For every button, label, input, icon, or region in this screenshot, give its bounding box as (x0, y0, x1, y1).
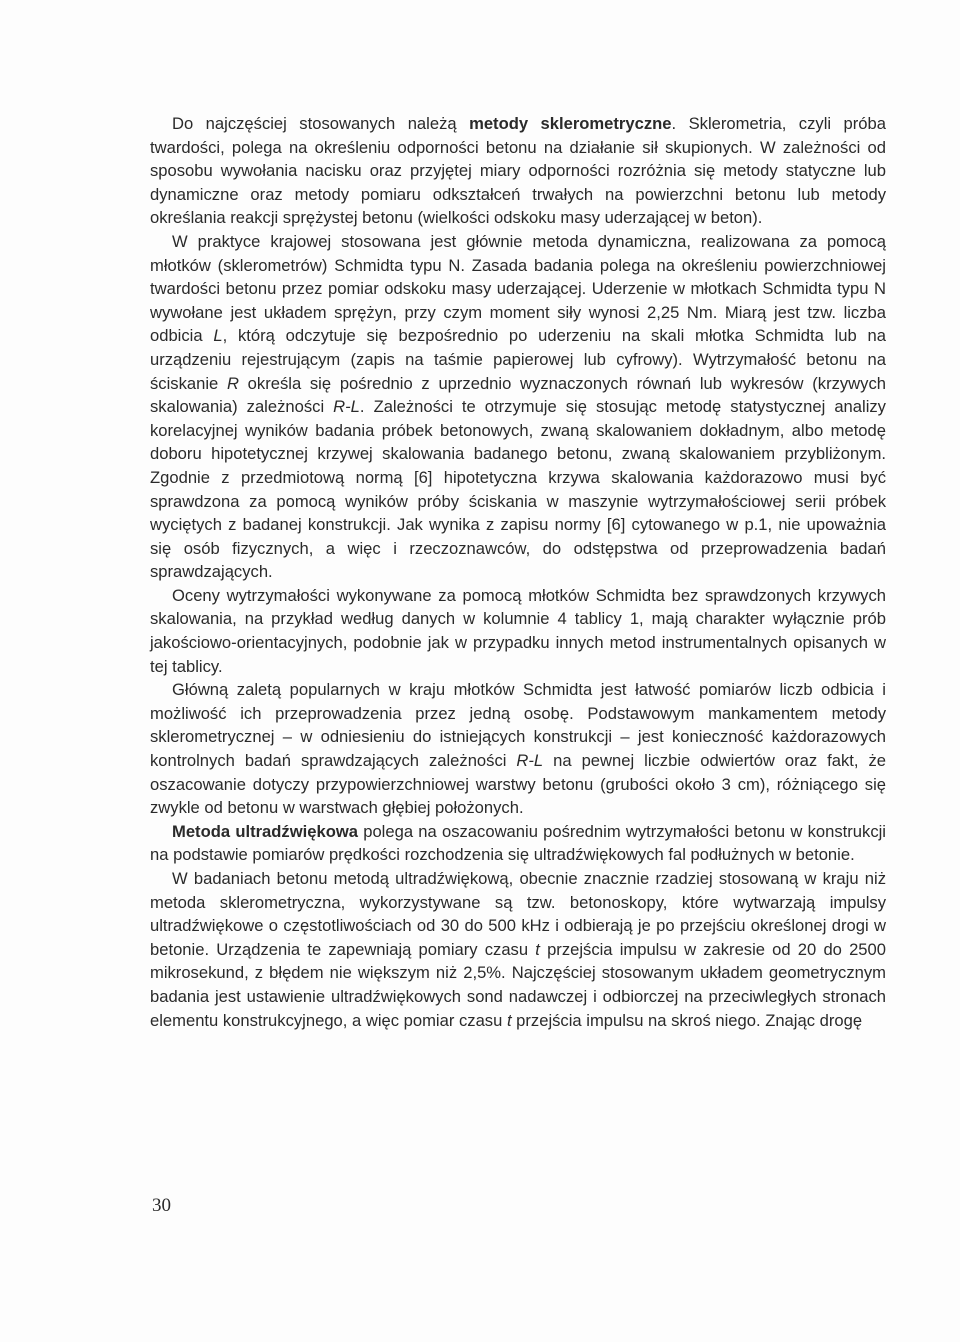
italic-symbol: R-L (333, 397, 360, 417)
paragraph-ultrasonic-method (150, 820, 886, 867)
body-text (150, 112, 886, 1032)
bold-term: metody sklerometryczne (469, 114, 672, 133)
text-run: polega na oszacowaniu pośrednim wytrzymałości betonu w konstrukcji na podstawie pomiarów prędkości rozchodzenia się ultradźwiękowych fal podłużnych w betonie. (150, 821, 886, 865)
text-run: Główną zaletą popularnych w kraju młotków Schmidta jest łatwość pomiarów liczb odbicia i możliwość ich przeprowadzenia przez jedną osobę. Podstawowym mankamentem metody sklerometrycznej – w odniesieniu do istniejących konstrukcji – jest konieczność każdorazowych kontrolnych badań sprawdzających zależności (150, 680, 886, 771)
text-run: określa się pośrednio z uprzednio wyznaczonych równań lub wykresów (krzywych skalowania) zależności (150, 373, 886, 417)
italic-symbol: R-L (516, 751, 544, 771)
italic-symbol: L (213, 326, 223, 346)
text-run: na pewnej liczbie odwiertów oraz fakt, że oszacowanie dotyczy przypowierzchniowej warstwy betonu (grubości około 3 cm), różniącego się zwykle od betonu w warstwach głębiej położonych. (150, 751, 886, 818)
bold-term: Metoda ultradźwiękowa (172, 821, 358, 841)
text-run: W badaniach betonu metodą ultradźwiękową, obecnie znacznie rzadziej stosowaną w kraju niż metoda sklerometryczna, wykorzystywane są tzw. betonoskopy, które wytwarzają impulsy ultradźwiękowe o częstotliwościach od 30 do 500 kHz i odbierają je po przejściu określonej drogi w betonie. Urządzenia te zapewniają pomiary czasu (150, 869, 886, 959)
paragraph-sclerometry-intro (150, 112, 886, 230)
text-run: , którą odczytuje się bezpośrednio po uderzeniu na skali młotka Schmidta lub na urządzeniu rejestrującym (zapis na taśmie papierowej lub cyfrowy). Wytrzymałość betonu na ściskanie (150, 326, 886, 393)
text-run: . Sklerometria, czyli próba twardości, polega na określeniu odporności betonu na działanie sił skupionych. W zależności od sposobu wywołania nacisku oraz przyjętej miary odporności rozróżnia się metody statyczne lub dynamiczne oraz metody pomiaru odkształceń trwałych na powierzchni betonu lub metody określania reakcji sprężystej betonu (wielkości odskoku masy uderzającej w beton). (150, 114, 886, 228)
paragraph-advantages (150, 678, 886, 820)
text-run: . Zależności te otrzymuje się stosując metodę statystycznej analizy korelacyjnej wyników badania próbek betonowych, zwaną skalowaniem dokładnym, albo metodę doboru hipotetycznej krzywej skalowania badanego betonu, zwaną skalowaniem przybliżonym. Zgodnie z przedmiotową normą [6] hipotetyczna krzywa skalowania każdorazowo musi być sprawdzona za pomocą wyników próby ściskania w maszynie wytrzymałościowej serii próbek wyciętych z badanej konstrukcji. Jak wynika z zapisu normy [6] cytowanego w p.1, nie upoważnia się osób fizycznych, a więc i rzeczoznawców, do odstępstwa od przeprowadzenia badań sprawdzających. (150, 397, 886, 582)
text-run: przejścia impulsu w zakresie od 20 do 2500 mikrosekund, z błędem nie większym niż 2,5%. Najczęściej stosowanym układem geometrycznym badania jest ustawienie ultradźwiękowych sond nadawczej i odbiorczej na przeciwległych stronach elementu konstrukcyjnego, a więc pomiar czasu (150, 939, 886, 1030)
italic-symbol: t (506, 1010, 512, 1030)
paragraph-schmidt-hammer (150, 230, 886, 584)
text-run: Do najczęściej stosowanych należą (172, 114, 470, 133)
text-run: Oceny wytrzymałości wykonywane za pomocą młotków Schmidta bez sprawdzonych krzywych skalowania, na przykład według danych w kolumnie 4 tablicy 1, mają charakter wyłącznie prób jakościowo-orientacyjnych, podobnie jak w przypadku innych metod instrumentalnych opisanych w tej tablicy. (150, 585, 886, 676)
paragraph-strength-estimates (150, 584, 886, 678)
paragraph-ultrasonic-testing (150, 867, 886, 1032)
text-run: przejścia impulsu na skroś niego. Znając drogę (511, 1010, 863, 1030)
text-run: W praktyce krajowej stosowana jest głównie metoda dynamiczna, realizowana za pomocą młotków (sklerometrów) Schmidta typu N. Zasada badania polega na określeniu powierzchniowej twardości betonu przez pomiar odskoku masy uderzającej. Uderzenie w młotkach Schmidta typu N wywołane jest układem sprężyn, przy czym moment siły wynosi 2,25 Nm. Miarą jest tzw. liczba odbicia (150, 231, 886, 346)
italic-symbol: t (535, 939, 540, 959)
italic-symbol: R (226, 373, 239, 393)
page-number: 30 (152, 1195, 171, 1216)
